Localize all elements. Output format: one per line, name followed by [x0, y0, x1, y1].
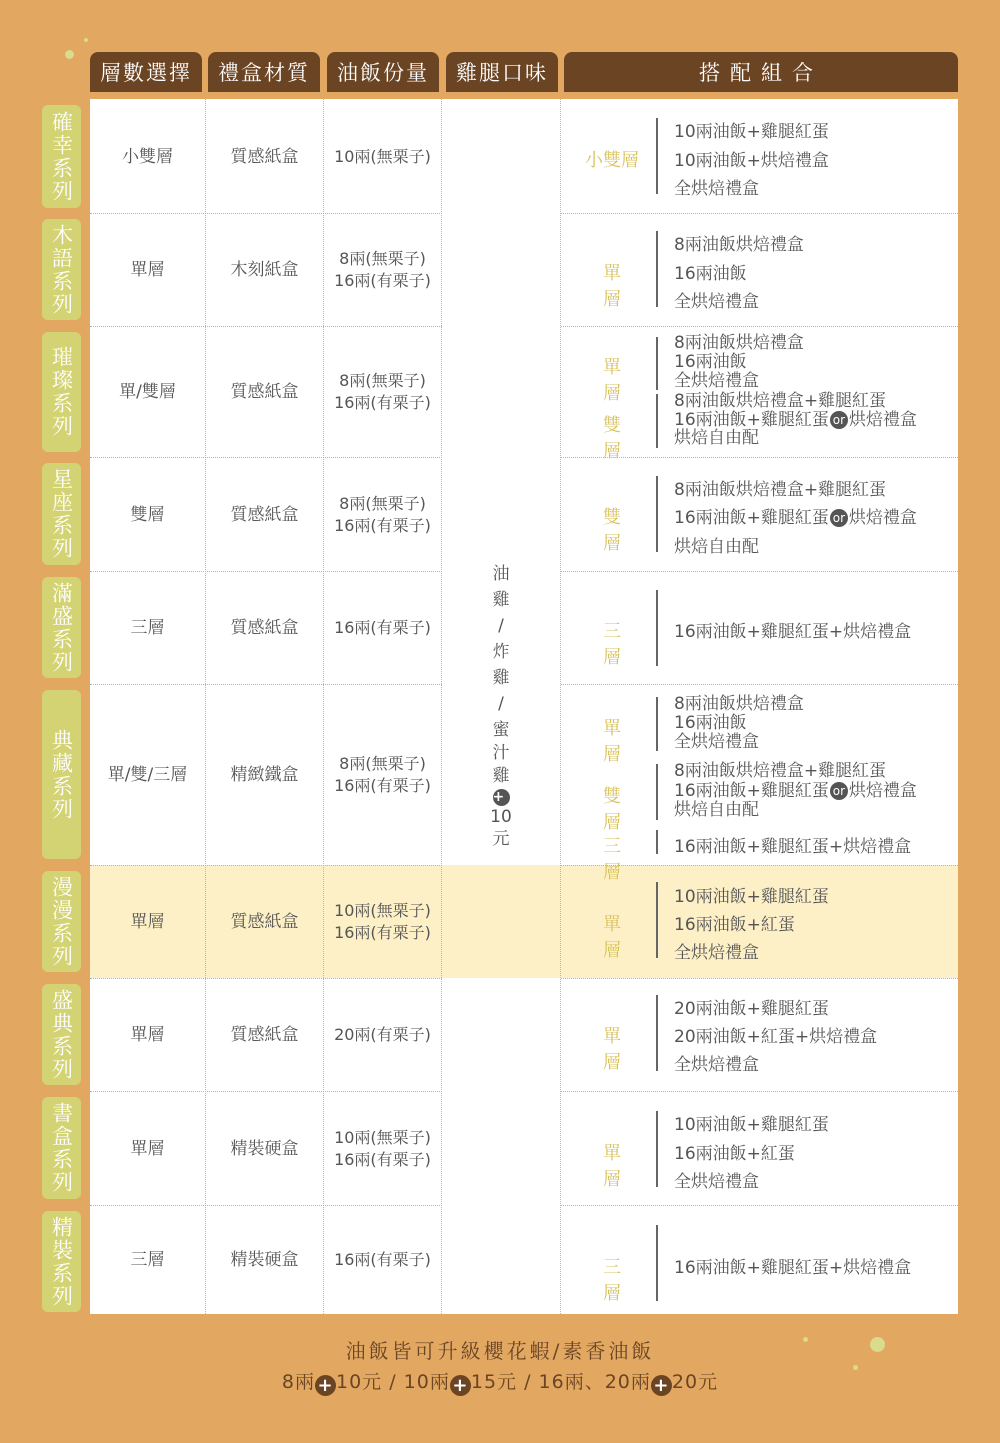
combo-line: 16兩油飯+雞腿紅蛋+烘焙禮盒: [674, 622, 912, 642]
portion-cell: 10兩(無栗子): [334, 146, 431, 166]
chicken-char: 雞: [492, 766, 510, 786]
combo-line: 16兩油飯+紅蛋: [674, 1144, 795, 1164]
or-icon: or: [830, 509, 848, 527]
series-tab: 書盒系列: [42, 1097, 81, 1199]
combo-label: 雙 層: [603, 786, 635, 833]
combo-bar: [656, 394, 658, 448]
material-cell: 質感紙盒: [230, 504, 299, 525]
layers-cell: 小雙層: [122, 146, 173, 167]
combo-line: 烘焙自由配: [674, 428, 759, 448]
layers-cell: 單層: [130, 260, 165, 280]
portion-cell: 10兩(無栗子) 16兩(有栗子): [334, 1127, 431, 1169]
decor-dot: [65, 50, 74, 59]
combo-label: 單 層: [603, 1026, 635, 1073]
layers-cell: 雙層: [130, 504, 165, 525]
combo-line: 10兩油飯+烘焙禮盒: [674, 151, 829, 171]
portion-cell: 8兩(無栗子) 16兩(有栗子): [334, 754, 431, 795]
combo-label: 小雙層: [585, 150, 639, 171]
combo-text: 16兩油飯+雞腿紅蛋: [674, 781, 829, 801]
series-tab: 木語系列: [42, 219, 81, 320]
combo-label: 單 層: [603, 718, 635, 765]
combo-line: 8兩油飯烘焙禮盒: [674, 333, 804, 353]
plus-icon: +: [450, 1375, 471, 1396]
series-tab: 滿盛系列: [42, 577, 81, 678]
combo-line: [674, 503, 917, 528]
combo-line: 10兩油飯+雞腿紅蛋: [674, 887, 829, 907]
decor-dot: [84, 38, 88, 42]
chicken-flavor: [442, 563, 560, 850]
material-cell: 木刻紙盒: [230, 260, 299, 280]
combo-label: 三 層: [603, 621, 635, 668]
combo-line: [674, 782, 917, 801]
series-tab: 盛典系列: [42, 984, 81, 1085]
combo-label: 雙 層: [603, 415, 635, 462]
combo-line: 全烘焙禮盒: [674, 292, 759, 312]
combo-text: 烘焙禮盒: [848, 781, 917, 801]
combo-bar: [656, 476, 658, 552]
footer-price: 10元: [336, 1371, 383, 1393]
combo-line: 8兩油飯烘焙禮盒+雞腿紅蛋: [674, 480, 887, 500]
series-tab: 確幸系列: [42, 105, 81, 208]
combo-line: 16兩油飯+雞腿紅蛋+烘焙禮盒: [674, 837, 912, 857]
combo-line: 16兩油飯: [674, 352, 747, 372]
series-tab: 典藏系列: [42, 690, 81, 859]
chicken-price-unit: 元: [492, 829, 510, 849]
combo-line: 全烘焙禮盒: [674, 1172, 759, 1192]
combo-line: 全烘焙禮盒: [674, 179, 759, 199]
layers-cell: 單層: [130, 1025, 165, 1045]
chicken-price: 10: [490, 807, 512, 827]
combo-line: 全烘焙禮盒: [674, 732, 759, 752]
material-cell: 精裝硬盒: [230, 1138, 299, 1159]
combo-label: 三 層: [603, 836, 635, 883]
header-combo: 搭配組合: [564, 52, 958, 92]
series-tab: 漫漫系列: [42, 871, 81, 972]
portion-cell: 8兩(無栗子) 16兩(有栗子): [334, 493, 431, 535]
combo-line: 烘焙自由配: [674, 537, 759, 557]
combo-line: 全烘焙禮盒: [674, 943, 759, 963]
series-tab: 星座系列: [42, 463, 81, 565]
combo-bar: [656, 697, 658, 751]
combo-line: 10兩油飯+雞腿紅蛋: [674, 1115, 829, 1135]
combo-line: 16兩油飯+雞腿紅蛋+烘焙禮盒: [674, 1258, 912, 1278]
plus-icon: +: [315, 1375, 336, 1396]
chicken-char: 蜜: [492, 720, 510, 740]
footer-portion: 16兩、20兩: [538, 1371, 651, 1393]
portion-cell: 8兩(無栗子) 16兩(有栗子): [334, 249, 431, 290]
footer-portion: 10兩: [403, 1371, 450, 1393]
header-material: 禮盒材質: [208, 52, 320, 92]
layers-cell: 單層: [130, 912, 165, 932]
footer-price: 20元: [671, 1371, 719, 1393]
combo-line: 16兩油飯: [674, 713, 747, 733]
material-cell: 精裝硬盒: [230, 1250, 299, 1270]
material-cell: 質感紙盒: [230, 1025, 299, 1045]
combo-bar: [656, 118, 658, 194]
combo-line: 烘焙自由配: [674, 800, 759, 820]
material-cell: 質感紙盒: [230, 382, 299, 402]
combo-text: 16兩油飯+雞腿紅蛋: [674, 508, 829, 528]
combo-label: 三 層: [603, 1257, 635, 1304]
layers-cell: 三層: [130, 1250, 165, 1270]
combo-line: 8兩油飯烘焙禮盒: [674, 694, 804, 714]
combo-label: 雙 層: [603, 507, 635, 554]
combo-bar: [656, 995, 658, 1071]
combo-label: 單 層: [603, 357, 635, 404]
plus-icon: +: [493, 789, 510, 806]
combo-line: 8兩油飯烘焙禮盒+雞腿紅蛋: [674, 761, 887, 781]
combo-bar: [656, 337, 658, 390]
combo-line: 20兩油飯+雞腿紅蛋: [674, 999, 829, 1019]
header-chicken: 雞腿口味: [446, 52, 558, 92]
combo-bar: [656, 882, 658, 958]
portion-cell: 16兩(有栗子): [334, 1250, 431, 1269]
footer-price: 15元: [470, 1371, 518, 1393]
portion-cell: 20兩(有栗子): [334, 1025, 431, 1044]
header-layers: 層數選擇: [90, 52, 202, 92]
chicken-char: 炸: [492, 642, 510, 662]
chicken-char: 汁: [492, 743, 510, 763]
footer-upgrade-note: 油飯皆可升級櫻花蝦/素香油飯: [345, 1339, 655, 1363]
header-portion: 油飯份量: [327, 52, 439, 92]
combo-text: 16兩油飯+雞腿紅蛋: [674, 410, 829, 430]
layers-cell: 單/雙/三層: [107, 765, 188, 785]
layers-cell: 三層: [130, 618, 165, 638]
footer-separator: /: [382, 1371, 404, 1393]
combo-line: 16兩油飯: [674, 264, 747, 284]
material-cell: 精緻鐵盒: [230, 765, 299, 785]
chicken-char: 雞: [492, 668, 510, 688]
combo-line: 16兩油飯+紅蛋: [674, 915, 795, 935]
or-icon: or: [830, 782, 848, 800]
chicken-char: /: [498, 616, 504, 636]
chicken-char: 雞: [492, 590, 510, 610]
combo-bar: [656, 764, 658, 820]
portion-cell: 16兩(有栗子): [334, 618, 431, 637]
series-tab: 璀璨系列: [42, 332, 81, 452]
column-divider: [560, 99, 561, 1314]
combo-bar: [656, 1111, 658, 1187]
combo-label: 單 層: [603, 914, 635, 961]
combo-label: 單 層: [603, 1143, 635, 1190]
combo-bar: [656, 231, 658, 307]
chicken-char: 油: [492, 564, 510, 584]
material-cell: 質感紙盒: [230, 618, 299, 638]
layers-cell: 單層: [130, 1138, 165, 1159]
material-cell: 質感紙盒: [230, 146, 299, 167]
footer-portion: 8兩: [281, 1371, 315, 1393]
chicken-char: /: [498, 694, 504, 714]
material-cell: 質感紙盒: [230, 912, 299, 932]
plus-icon: +: [651, 1375, 672, 1396]
combo-line: 全烘焙禮盒: [674, 371, 759, 391]
or-icon: or: [830, 411, 848, 429]
combo-bar: [656, 590, 658, 666]
combo-text: 烘焙禮盒: [848, 410, 917, 430]
combo-bar: [656, 1225, 658, 1301]
layers-cell: 單/雙層: [119, 382, 176, 402]
combo-line: 8兩油飯烘焙禮盒+雞腿紅蛋: [674, 391, 887, 411]
combo-line: 全烘焙禮盒: [674, 1055, 759, 1075]
footer-separator: /: [517, 1371, 539, 1393]
combo-line: 20兩油飯+紅蛋+烘焙禮盒: [674, 1027, 878, 1047]
portion-cell: 8兩(無栗子) 16兩(有栗子): [334, 371, 431, 412]
combo-text: 烘焙禮盒: [848, 508, 917, 528]
combo-line: 8兩油飯烘焙禮盒: [674, 235, 804, 255]
combo-line: 10兩油飯+雞腿紅蛋: [674, 122, 829, 142]
portion-cell: 10兩(無栗子) 16兩(有栗子): [334, 901, 431, 942]
combo-label: 單 層: [603, 263, 635, 310]
series-tab: 精裝系列: [42, 1211, 81, 1312]
footer-prices: [0, 1367, 1000, 1396]
combo-bar: [656, 830, 658, 854]
